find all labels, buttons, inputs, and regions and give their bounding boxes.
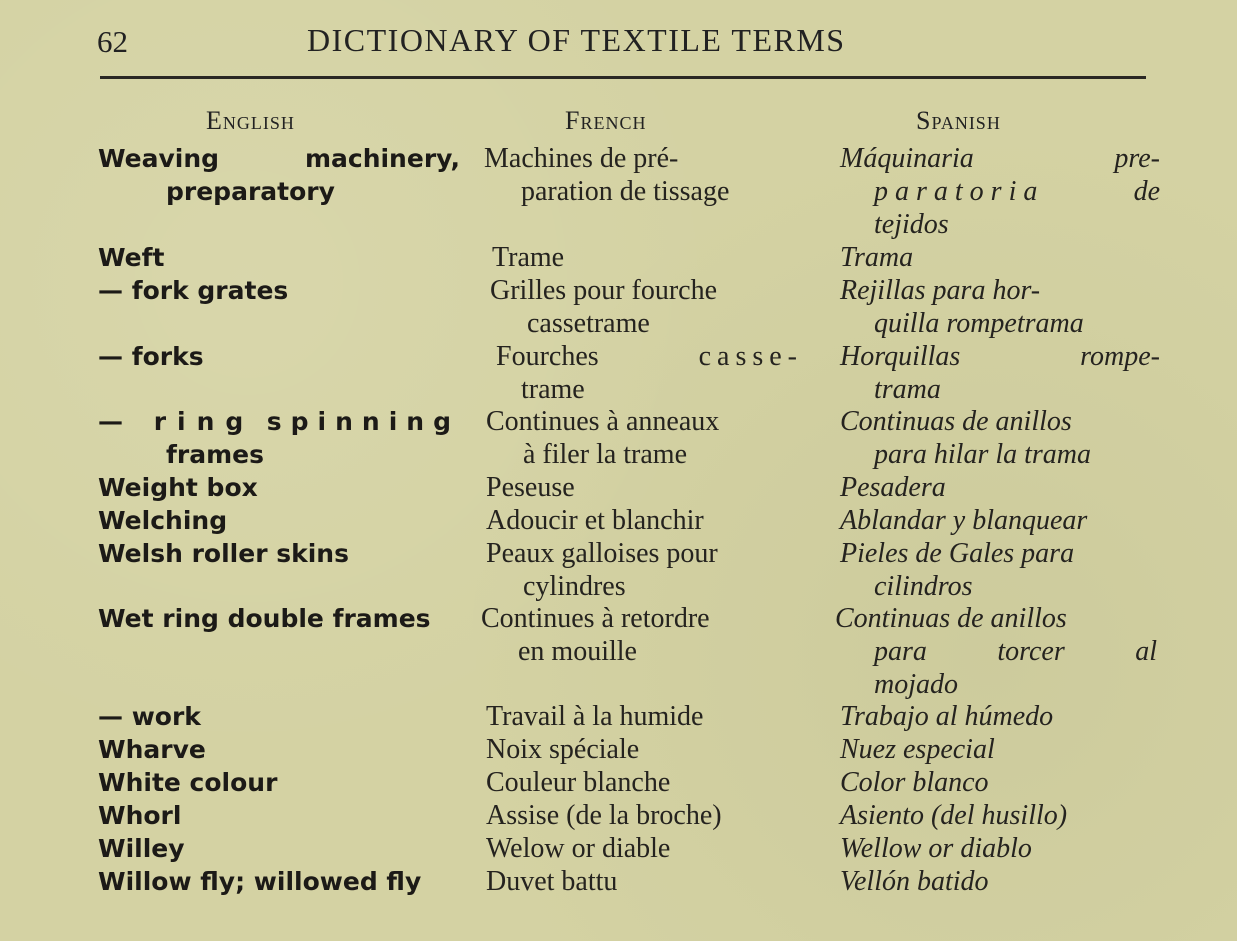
english-term bbox=[98, 865, 460, 898]
spanish-term-line: Rejillas para hor- bbox=[840, 275, 1041, 306]
spanish-term-line: Trama bbox=[840, 242, 914, 273]
spanish-term-line: Nuez especial bbox=[840, 734, 995, 765]
spanish-term-word: Máquinaria bbox=[840, 143, 974, 174]
french-term bbox=[486, 471, 811, 504]
english-term-word: machinery, bbox=[304, 144, 460, 173]
english-term-line: Wet ring double frames bbox=[98, 604, 431, 633]
spanish-term bbox=[835, 602, 1157, 701]
english-term-line: Weight box bbox=[98, 473, 258, 502]
french-term-line: Peaux galloises pour bbox=[486, 538, 718, 569]
english-term bbox=[98, 700, 460, 733]
spanish-term-line: cilindros bbox=[874, 571, 973, 602]
spanish-term-line: Wellow or diablo bbox=[840, 833, 1032, 864]
english-term-line: White colour bbox=[98, 768, 278, 797]
column-header-spanish: Spanish bbox=[916, 106, 1001, 135]
french-term bbox=[486, 700, 811, 733]
french-term-line: Travail à la humide bbox=[486, 701, 704, 732]
spanish-term bbox=[840, 340, 1160, 406]
french-term-line: Adoucir et blanchir bbox=[486, 505, 704, 536]
french-term-line: Welow or diable bbox=[486, 833, 671, 864]
spanish-term-line: Continuas de anillos bbox=[840, 406, 1072, 437]
french-term bbox=[486, 832, 811, 865]
english-term-word: — ring bbox=[98, 407, 255, 436]
english-term bbox=[98, 537, 460, 570]
english-term bbox=[98, 241, 460, 274]
english-term bbox=[98, 405, 460, 471]
french-term-line: Continues à retordre bbox=[481, 603, 710, 634]
spanish-term-line: mojado bbox=[874, 669, 958, 700]
spanish-term-line: Pieles de Gales para bbox=[840, 538, 1075, 569]
spanish-term-word: torcer bbox=[997, 636, 1065, 667]
page-number: 62 bbox=[97, 24, 128, 59]
english-term bbox=[98, 471, 460, 504]
spanish-term bbox=[840, 766, 1160, 799]
spanish-term bbox=[840, 832, 1160, 865]
spanish-term-word: rompe- bbox=[1080, 341, 1160, 372]
french-term bbox=[484, 142, 809, 208]
english-term-line: Whorl bbox=[98, 801, 182, 830]
english-term bbox=[98, 142, 460, 208]
spanish-term bbox=[840, 142, 1160, 241]
english-term-word: spinning bbox=[266, 407, 460, 436]
french-term-line: paration de tissage bbox=[521, 176, 730, 207]
spanish-term bbox=[840, 799, 1160, 832]
spanish-term-line: Trabajo al húmedo bbox=[840, 701, 1054, 732]
french-term-line: Peseuse bbox=[486, 472, 575, 503]
french-term bbox=[486, 405, 811, 471]
french-term-line: cassetrame bbox=[527, 308, 650, 339]
english-term-word: Weaving bbox=[98, 144, 220, 173]
spanish-term-line: tejidos bbox=[874, 209, 949, 240]
english-term bbox=[98, 274, 460, 307]
french-term-line: cylindres bbox=[523, 571, 626, 602]
french-term bbox=[490, 274, 815, 340]
spanish-term-line: trama bbox=[874, 374, 941, 405]
english-term bbox=[98, 340, 460, 373]
spanish-term bbox=[840, 700, 1160, 733]
english-term bbox=[98, 766, 460, 799]
french-term bbox=[481, 602, 806, 668]
french-term bbox=[496, 340, 803, 406]
french-term-line: trame bbox=[521, 374, 585, 405]
french-term-line: Machines de pré- bbox=[484, 143, 679, 174]
english-term bbox=[98, 504, 460, 537]
french-term-line: Duvet battu bbox=[486, 866, 618, 897]
spanish-term-line: Vellón batido bbox=[840, 866, 989, 897]
english-term-line: preparatory bbox=[166, 177, 335, 206]
french-term-line: Grilles pour fourche bbox=[490, 275, 718, 306]
spanish-term-line: para hilar la trama bbox=[874, 439, 1092, 470]
english-term-line: Willow fly; willowed fly bbox=[98, 867, 422, 896]
french-term-line: Assise (de la broche) bbox=[486, 800, 722, 831]
english-term-line: — work bbox=[98, 702, 201, 731]
spanish-term-line: Color blanco bbox=[840, 767, 989, 798]
english-term-line: Welching bbox=[98, 506, 228, 535]
french-term-line: Noix spéciale bbox=[486, 734, 640, 765]
spanish-term bbox=[840, 733, 1160, 766]
english-term-line: Willey bbox=[98, 834, 185, 863]
spanish-term bbox=[840, 865, 1160, 898]
english-term bbox=[98, 799, 460, 832]
spanish-term-word: Horquillas bbox=[840, 341, 961, 372]
french-term bbox=[486, 733, 811, 766]
column-header-french: French bbox=[565, 106, 647, 135]
spanish-term-word: de bbox=[1133, 176, 1160, 207]
french-term bbox=[486, 799, 811, 832]
french-term-line: Continues à anneaux bbox=[486, 406, 720, 437]
spanish-term-line: Pesadera bbox=[840, 472, 946, 503]
spanish-term bbox=[840, 537, 1160, 603]
column-header-english: English bbox=[206, 106, 295, 135]
french-term bbox=[486, 537, 811, 603]
spanish-term-line: Ablandar y blanquear bbox=[840, 505, 1088, 536]
spanish-term bbox=[840, 274, 1160, 340]
running-title: DICTIONARY OF TEXTILE TERMS bbox=[307, 22, 846, 58]
spanish-term-word: para bbox=[874, 636, 927, 667]
french-term-line: à filer la trame bbox=[523, 439, 688, 470]
french-term-word: casse- bbox=[698, 341, 803, 372]
english-term-line: — forks bbox=[98, 342, 204, 371]
french-term-word: Fourches bbox=[496, 341, 599, 372]
spanish-term bbox=[840, 405, 1160, 471]
english-term-line: Welsh roller skins bbox=[98, 539, 349, 568]
french-term bbox=[486, 766, 811, 799]
english-term bbox=[98, 733, 460, 766]
spanish-term bbox=[840, 241, 1160, 274]
english-term-line: frames bbox=[166, 440, 264, 469]
spanish-term bbox=[840, 504, 1160, 537]
english-term-line: Wharve bbox=[98, 735, 206, 764]
english-term bbox=[98, 832, 460, 865]
english-term-line: Weft bbox=[98, 243, 165, 272]
spanish-term-word: pre- bbox=[1114, 143, 1160, 174]
header-rule bbox=[100, 76, 1146, 79]
french-term bbox=[486, 865, 811, 898]
english-term-line: — fork grates bbox=[98, 276, 289, 305]
spanish-term-line: Asiento (del husillo) bbox=[840, 800, 1068, 831]
spanish-term-line: quilla rompetrama bbox=[874, 308, 1084, 339]
spanish-term-word: p a r a t o r i a bbox=[874, 176, 1038, 207]
french-term-line: en mouille bbox=[518, 636, 637, 667]
spanish-term bbox=[840, 471, 1160, 504]
french-term bbox=[486, 504, 811, 537]
spanish-term-line: Continuas de anillos bbox=[835, 603, 1067, 634]
french-term bbox=[492, 241, 817, 274]
french-term-line: Couleur blanche bbox=[486, 767, 671, 798]
english-term bbox=[98, 602, 460, 635]
french-term-line: Trame bbox=[492, 242, 565, 273]
spanish-term-word: al bbox=[1135, 636, 1157, 667]
